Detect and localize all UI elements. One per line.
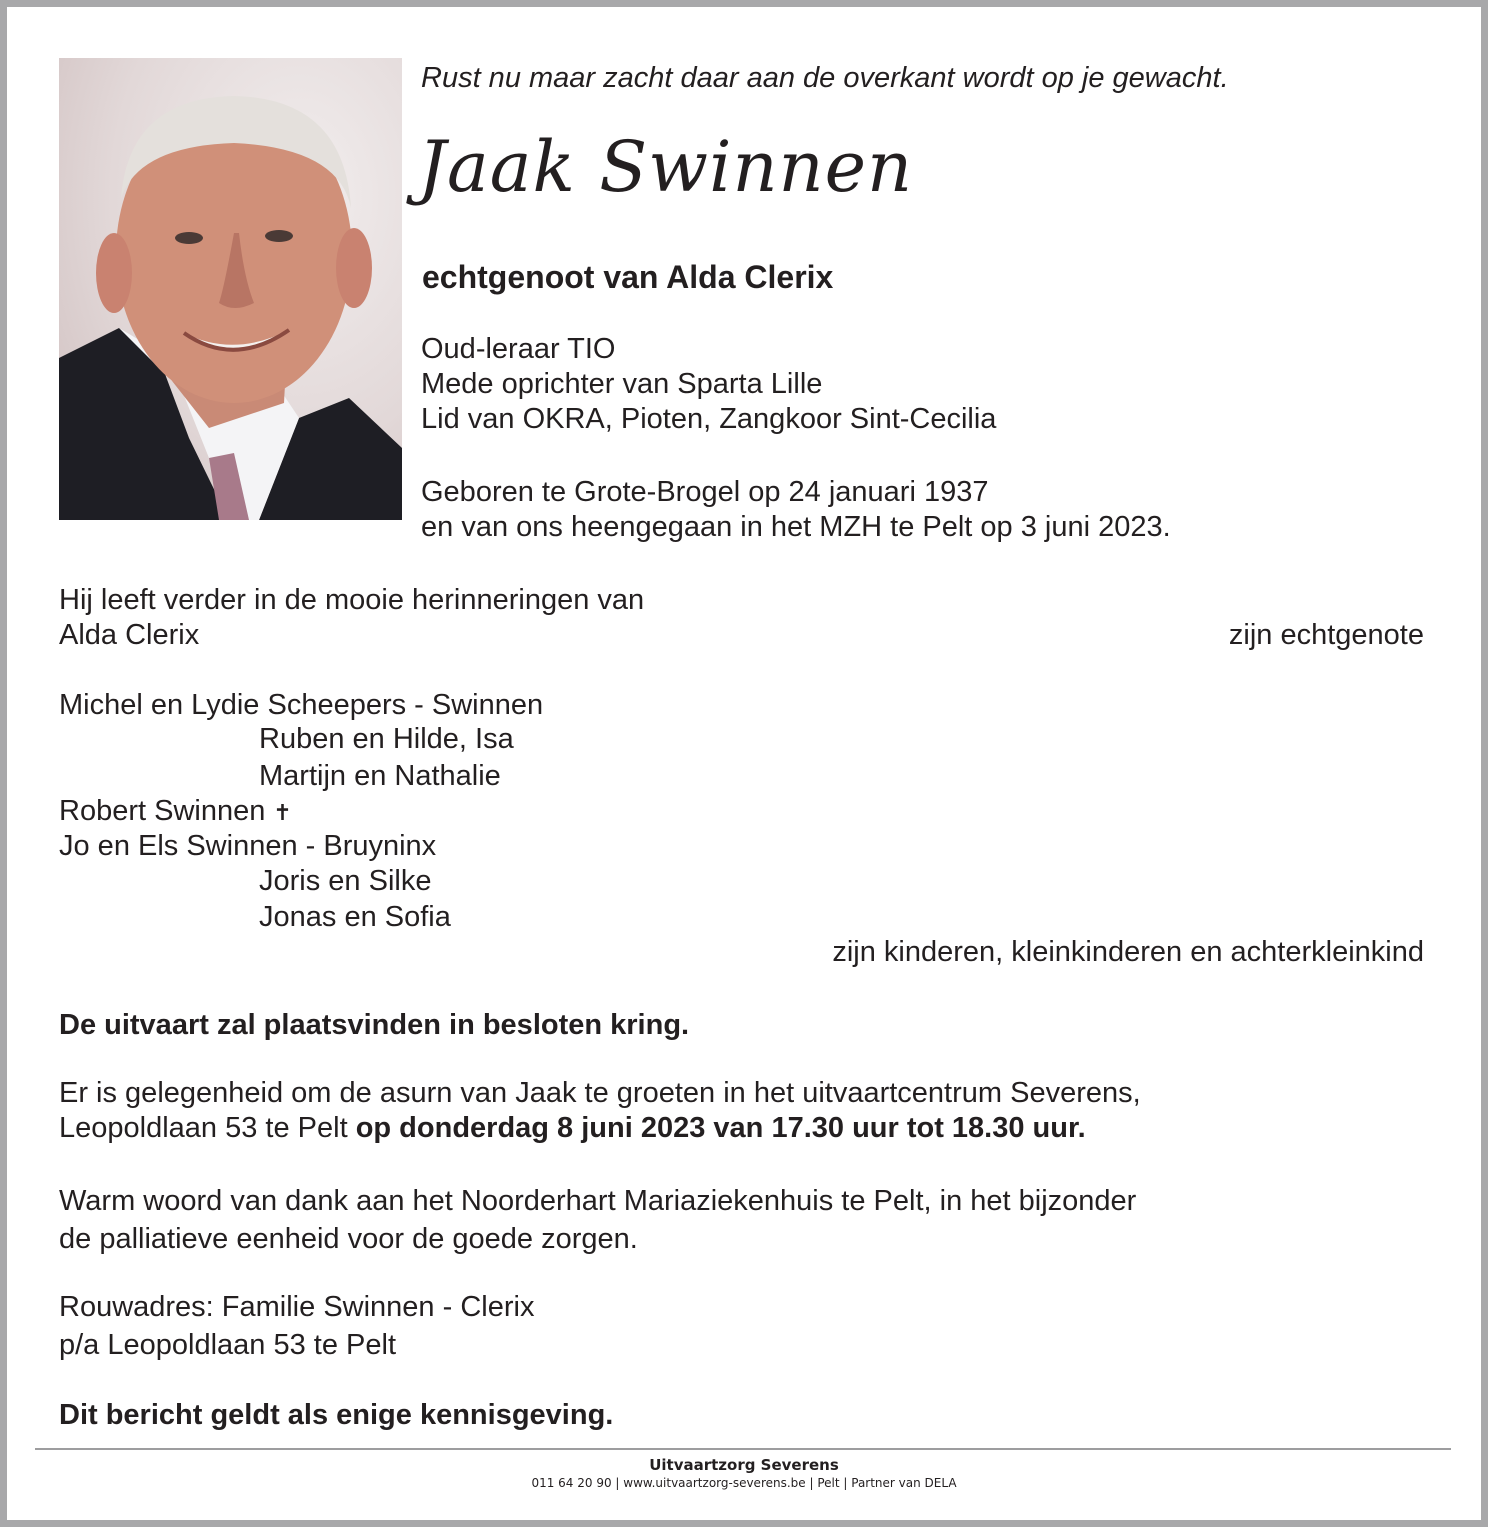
spouse-role: zijn echtgenote bbox=[1228, 619, 1424, 651]
family-role: zijn kinderen, kleinkinderen en achterkleinkind bbox=[832, 936, 1424, 968]
closing-notice: Dit bericht geldt als enige kennisgeving. bbox=[59, 1399, 614, 1431]
visitation-address: Leopoldlaan 53 te Pelt bbox=[59, 1112, 356, 1144]
deceased-name: Jaak Swinnen bbox=[418, 126, 914, 208]
family-member: Ruben en Hilde, Isa bbox=[259, 723, 514, 755]
death-line: en van ons heengegaan in het MZH te Pelt op 3 juni 2023. bbox=[421, 511, 1171, 543]
visitation-line bbox=[59, 1111, 1141, 1146]
title-line: Mede oprichter van Sparta Lille bbox=[421, 368, 823, 400]
footer-divider bbox=[35, 1448, 1451, 1450]
title-line: Oud-leraar TIO bbox=[421, 333, 616, 365]
cross-icon: ✝ bbox=[273, 801, 292, 826]
family-member: Jo en Els Swinnen - Bruyninx bbox=[59, 830, 437, 862]
address-block bbox=[59, 1290, 534, 1363]
thanks-line: Warm woord van dank aan het Noorderhart Mariaziekenhuis te Pelt, in het bijzonder bbox=[59, 1185, 1137, 1217]
family-member-robert bbox=[59, 794, 292, 831]
birth-line: Geboren te Grote-Brogel op 24 januari 1937 bbox=[421, 476, 989, 508]
title-line: Lid van OKRA, Pioten, Zangkoor Sint-Cecilia bbox=[421, 403, 997, 435]
motto: Rust nu maar zacht daar aan de overkant wordt op je gewacht. bbox=[421, 62, 1229, 94]
memories-intro: Hij leeft verder in de mooie herinneringen van bbox=[59, 584, 645, 616]
family-member: Jonas en Sofia bbox=[259, 901, 451, 933]
address-line: Rouwadres: Familie Swinnen - Clerix bbox=[59, 1291, 535, 1323]
footer-company: Uitvaartzorg Severens bbox=[649, 1456, 839, 1474]
family-member: Michel en Lydie Scheepers - Swinnen bbox=[59, 689, 544, 721]
visitation-time: op donderdag 8 juni 2023 van 17.30 uur tot 18.30 uur. bbox=[355, 1112, 1086, 1144]
family-member-name: Robert Swinnen bbox=[59, 795, 266, 827]
life-dates bbox=[421, 475, 1171, 545]
portrait-photo bbox=[59, 58, 402, 520]
thanks-block bbox=[59, 1184, 1136, 1257]
family-member: Joris en Silke bbox=[259, 865, 432, 897]
titles-block bbox=[421, 332, 996, 437]
visitation-block bbox=[59, 1076, 1141, 1146]
thanks-line: de palliatieve eenheid voor de goede zorgen. bbox=[59, 1223, 638, 1255]
visitation-line: Er is gelegenheid om de asurn van Jaak te groeten in het uitvaartcentrum Severens, bbox=[59, 1077, 1141, 1109]
funeral-notice: De uitvaart zal plaatsvinden in besloten kring. bbox=[59, 1009, 690, 1041]
footer-info: 011 64 20 90 | www.uitvaartzorg-severens.be | Pelt | Partner van DELA bbox=[531, 1476, 957, 1490]
family-member: Martijn en Nathalie bbox=[259, 760, 501, 792]
address-line: p/a Leopoldlaan 53 te Pelt bbox=[59, 1329, 396, 1361]
spouse-line: echtgenoot van Alda Clerix bbox=[422, 259, 834, 295]
spouse-name: Alda Clerix bbox=[59, 619, 200, 651]
